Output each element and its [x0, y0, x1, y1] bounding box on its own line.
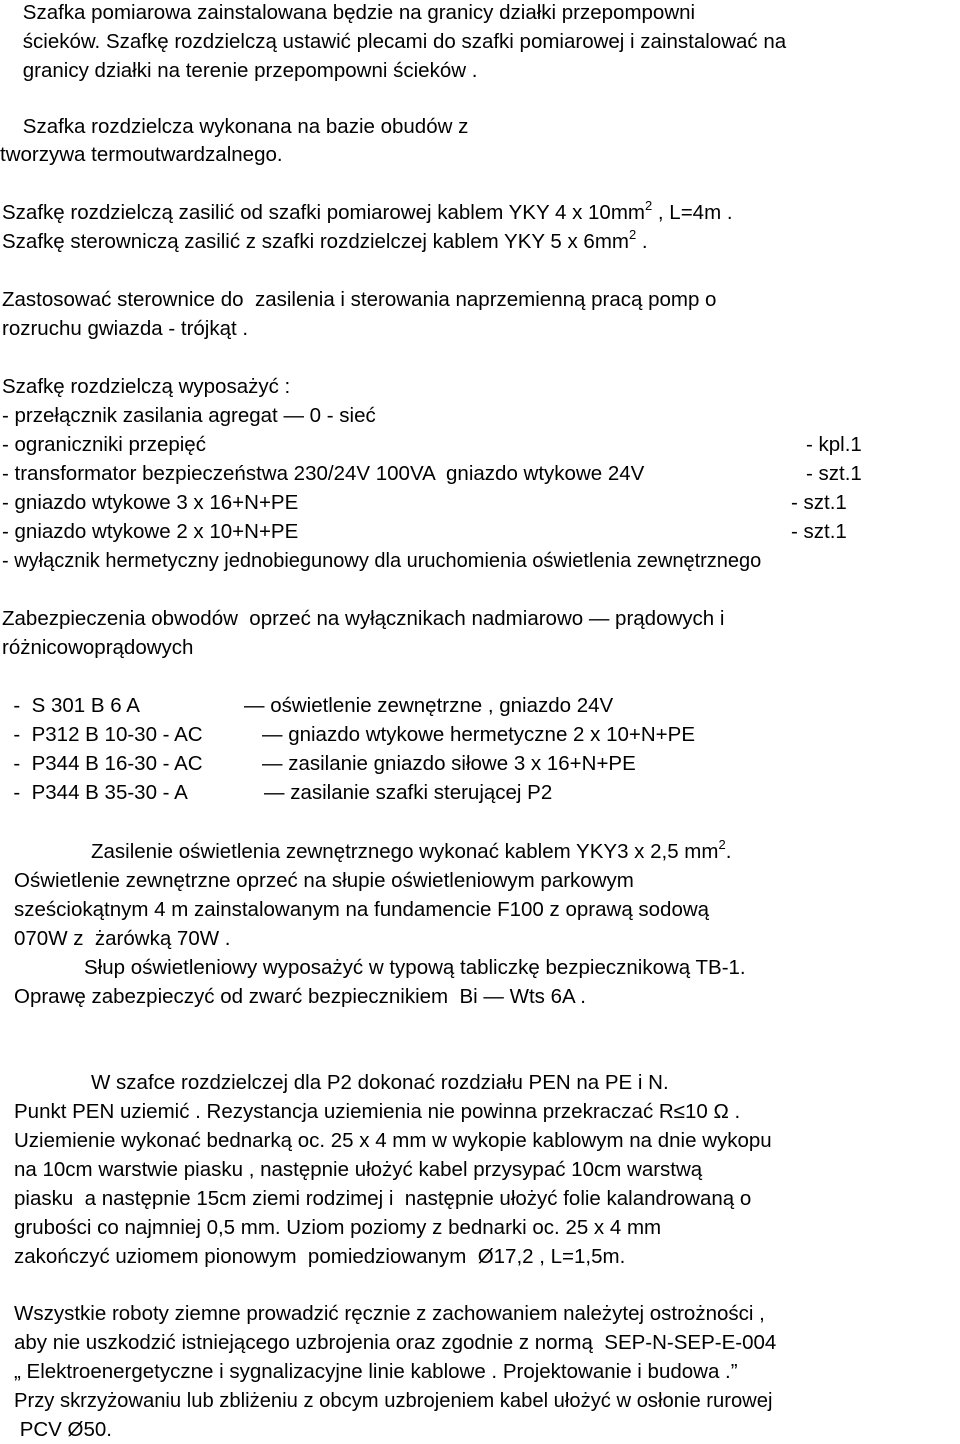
protection-description: — zasilanie gniazdo siłowe 3 x 16+N+PE	[262, 752, 636, 775]
lighting-line-2: Oświetlenie zewnętrzne oprzeć na słupie oświetleniowym parkowym	[14, 869, 634, 892]
para-2-line-2: tworzywa termoutwardzalnego.	[0, 143, 283, 166]
protection-description: — zasilanie szafki sterującej P2	[264, 781, 553, 804]
cable-spec-suffix: .	[636, 230, 648, 253]
para-3-line-1	[2, 198, 733, 225]
lighting-line-4: 070W z żarówką 70W .	[14, 927, 231, 950]
equipment-item: - gniazdo wtykowe 3 x 16+N+PE	[2, 491, 299, 514]
cable-spec-text: Szafkę sterowniczą zasilić z szafki rozdzielczej kablem YKY 5 x 6mm	[2, 230, 629, 253]
equipment-item: - wyłącznik hermetyczny jednobiegunowy dla uruchomienia oświetlenia zewnętrznego	[2, 550, 762, 572]
equipment-item-qty: - szt.1	[791, 520, 847, 543]
equipment-item-qty: - szt.1	[806, 462, 862, 485]
lighting-line-3: sześciokątnym 4 m zainstalowanym na fundamencie F100 z oprawą sodową	[14, 898, 710, 921]
grounding-line-2: Punkt PEN uziemić . Rezystancja uziemienia nie powinna przekraczać R≤10 Ω .	[14, 1100, 741, 1123]
equipment-item-qty: - szt.1	[791, 491, 847, 514]
para-3-line-2	[2, 227, 648, 254]
lighting-line-1	[91, 837, 732, 864]
grounding-line-3: Uziemienie wykonać bednarką oc. 25 x 4 mm w wykopie kablowym na dnie wykopu	[14, 1129, 772, 1152]
lighting-line-5: Słup oświetleniowy wyposażyć w typową tabliczkę bezpiecznikową TB-1.	[84, 956, 746, 979]
protection-line-2: różnicowoprądowych	[2, 636, 194, 659]
equipment-heading: Szafkę rozdzielczą wyposażyć :	[2, 375, 291, 398]
protection-device: - S 301 B 6 A	[2, 694, 140, 717]
equipment-item: - gniazdo wtykowe 2 x 10+N+PE	[2, 520, 299, 543]
earthworks-line-3: „ Elektroenergetyczne i sygnalizacyjne linie kablowe . Projektowanie i budowa .”	[14, 1360, 738, 1383]
protection-device: - P312 B 10-30 - AC	[2, 723, 203, 746]
cable-spec-text: Szafkę rozdzielczą zasilić od szafki pomiarowej kablem YKY 4 x 10mm	[2, 201, 645, 224]
grounding-line-7: zakończyć uziomem pionowym pomiedziowanym Ø17,2 , L=1,5m.	[14, 1245, 626, 1268]
para-2-line-1: Szafka rozdzielcza wykonana na bazie obudów z	[0, 115, 469, 138]
equipment-item: - transformator bezpieczeństwa 230/24V 100VA gniazdo wtykowe 24V	[2, 462, 645, 485]
earthworks-line-1: Wszystkie roboty ziemne prowadzić ręcznie z zachowaniem należytej ostrożności ,	[14, 1302, 765, 1325]
equipment-item-qty: - kpl.1	[806, 433, 862, 456]
para-4-line-2: rozruchu gwiazda - trójkąt .	[2, 317, 249, 340]
superscript: 2	[629, 227, 637, 243]
lighting-line-6: Oprawę zabezpieczyć od zwarć bezpiecznikiem Bi — Wts 6A .	[14, 985, 586, 1008]
protection-line-1: Zabezpieczenia obwodów oprzeć na wyłącznikach nadmiarowo — prądowych i	[2, 607, 725, 630]
protection-device: - P344 B 35-30 - A	[2, 781, 188, 804]
lighting-cable-suffix: .	[725, 840, 732, 863]
earthworks-line-4: Przy skrzyżowaniu lub zbliżeniu z obcym uzbrojeniem kabel ułożyć w osłonie rurowej	[14, 1390, 773, 1412]
para-1-line-1: Szafka pomiarowa zainstalowana będzie na granicy działki przepompowni	[0, 1, 696, 24]
grounding-line-5: piasku a następnie 15cm ziemi rodzimej i następnie ułożyć folie kalandrowaną o	[14, 1187, 752, 1210]
superscript: 2	[644, 198, 653, 214]
lighting-cable-text: Zasilenie oświetlenia zewnętrznego wykonać kablem YKY3 x 2,5 mm	[91, 840, 719, 863]
grounding-line-6: grubości co najmniej 0,5 mm. Uziom poziomy z bednarki oc. 25 x 4 mm	[14, 1216, 662, 1239]
earthworks-line-2: aby nie uszkodzić istniejącego uzbrojenia oraz zgodnie z normą SEP-N-SEP-E-004	[14, 1331, 777, 1354]
cable-spec-suffix: , L=4m .	[652, 201, 733, 224]
grounding-line-1: W szafce rozdzielczej dla P2 dokonać rozdziału PEN na PE i N.	[91, 1071, 669, 1094]
grounding-line-4: na 10cm warstwie piasku , następnie ułożyć kabel przysypać 10cm warstwą	[14, 1158, 703, 1181]
para-4-line-1: Zastosować sterownice do zasilenia i sterowania naprzemienną pracą pomp o	[2, 288, 717, 311]
equipment-item: - ograniczniki przepięć	[2, 433, 206, 456]
protection-description: — oświetlenie zewnętrzne , gniazdo 24V	[244, 694, 614, 717]
para-1-line-2: ścieków. Szafkę rozdzielczą ustawić plecami do szafki pomiarowej i zainstalować na	[0, 30, 787, 53]
protection-device: - P344 B 16-30 - AC	[2, 752, 203, 775]
superscript: 2	[718, 837, 726, 853]
earthworks-line-5: PCV Ø50.	[14, 1418, 112, 1441]
equipment-item: - przełącznik zasilania agregat — 0 - sieć	[2, 404, 376, 427]
para-1-line-3: granicy działki na terenie przepompowni ścieków .	[0, 59, 478, 82]
protection-description: — gniazdo wtykowe hermetyczne 2 x 10+N+PE	[262, 723, 695, 746]
